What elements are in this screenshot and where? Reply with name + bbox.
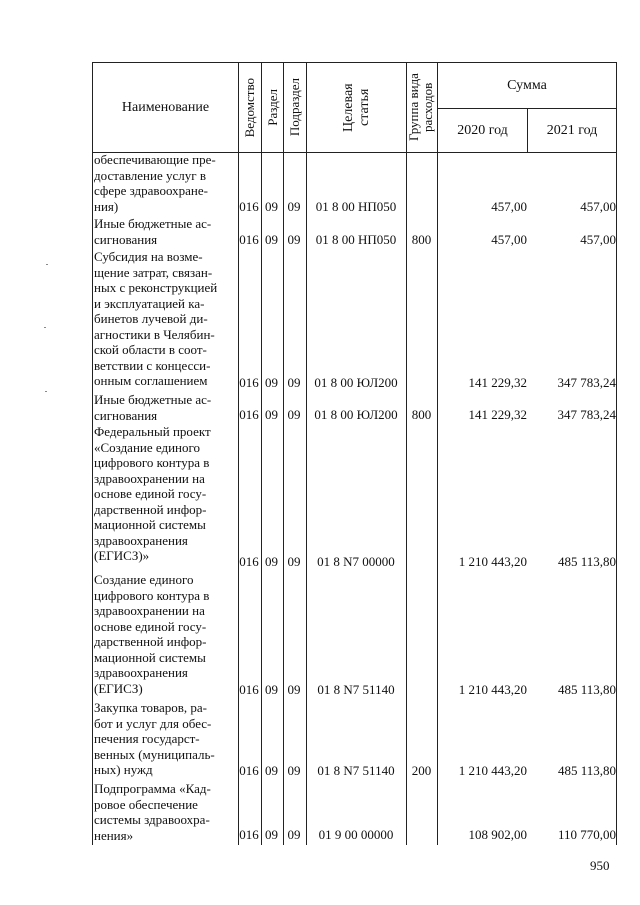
row-line: Закупка товаров, ра-: [94, 700, 207, 715]
grid-line: [306, 62, 307, 845]
row-line: Федеральный проект: [94, 424, 211, 439]
cell-target-article: 01 8 N7 00000: [317, 554, 395, 569]
cell-vedomstvo: 016: [239, 232, 259, 247]
row-line: Подпрограмма «Кад-: [94, 781, 211, 796]
cell-sum-2021: 485 113,80: [557, 682, 616, 697]
row-line: сфере здравоохране-: [94, 183, 208, 198]
cell-podrazdel: 09: [287, 763, 301, 778]
header-year-2021: [527, 108, 617, 152]
row-line: мационной системы: [94, 517, 206, 532]
header-vedomstvo-label: Ведомство: [242, 77, 257, 138]
row-description: [94, 572, 238, 696]
row-line: «Создание единого: [94, 439, 201, 455]
cell-podrazdel: 09: [287, 375, 301, 390]
row-line: онным соглашением: [94, 373, 208, 388]
header-name-label: Наименование: [121, 100, 210, 115]
page-number: 950: [590, 858, 610, 873]
cell-razdel: 09: [265, 554, 278, 569]
header-expense-group-label: Группа вида расходов: [406, 73, 435, 142]
cell-target-article: 01 9 00 00000: [318, 827, 394, 842]
row-description: [94, 392, 238, 423]
row-line: обеспечивающие пре-: [94, 152, 216, 167]
grid-line: [238, 62, 239, 845]
header-year-2021-label: 2021 год: [546, 123, 598, 138]
cell-sum-2021: 347 783,24: [557, 407, 616, 422]
cell-target-article: 01 8 00 НП050: [315, 232, 397, 247]
row-description: [94, 216, 238, 247]
cell-razdel: 09: [265, 375, 278, 390]
cell-target-article: 01 8 00 ЮЛ200: [314, 407, 398, 422]
header-sum-label: Сумма: [507, 78, 547, 93]
cell-podrazdel: 09: [287, 554, 301, 569]
header-podrazdel: [283, 62, 306, 152]
row-line: (ЕГИСЗ): [94, 680, 143, 696]
grid-line: [261, 62, 262, 845]
row-line: нения»: [94, 827, 134, 843]
row-line: печения государст-: [94, 731, 200, 746]
cell-vedomstvo: 016: [239, 763, 259, 778]
grid-line: [283, 62, 284, 845]
row-description: [94, 424, 238, 564]
row-line: ния): [94, 198, 119, 214]
cell-razdel: 09: [265, 407, 278, 422]
row-description: [94, 781, 238, 843]
row-line: бинетов лучевой ди-: [94, 311, 208, 326]
cell-sum-2020: 457,00: [491, 232, 527, 247]
cell-vedomstvo: 016: [239, 407, 259, 422]
cell-sum-2020: 1 210 443,20: [458, 763, 527, 778]
cell-expense-group: 200: [411, 763, 432, 778]
row-line: и эксплуатацией ка-: [94, 295, 205, 311]
header-expense-group: [406, 62, 437, 152]
row-line: Создание единого: [94, 572, 194, 587]
cell-podrazdel: 09: [287, 827, 301, 842]
cell-vedomstvo: 016: [239, 375, 259, 390]
grid-line: [437, 62, 438, 845]
row-line: ных с реконструкцией: [94, 280, 218, 295]
row-line: цифрового контура в: [94, 587, 210, 603]
cell-sum-2021: 457,00: [580, 199, 616, 214]
row-line: системы здравоохра-: [94, 812, 210, 827]
cell-podrazdel: 09: [287, 682, 301, 697]
cell-sum-2020: 141 229,32: [468, 407, 527, 422]
grid-line: [616, 62, 617, 845]
row-line: Иные бюджетные ас-: [94, 216, 212, 231]
row-line: дарственной инфор-: [94, 634, 207, 649]
row-line: ской области в соот-: [94, 342, 207, 357]
cell-razdel: 09: [265, 763, 278, 778]
row-line: ровое обеспечение: [94, 796, 198, 812]
cell-sum-2020: 457,00: [491, 199, 527, 214]
cell-sum-2021: 485 113,80: [557, 554, 616, 569]
scan-speck: [46, 264, 48, 265]
row-line: здравоохранении на: [94, 470, 205, 486]
row-description: [94, 249, 238, 389]
header-target-article: [306, 62, 406, 152]
cell-vedomstvo: 016: [239, 827, 259, 842]
cell-target-article: 01 8 00 НП050: [315, 199, 397, 214]
row-line: цифрового контура в: [94, 455, 210, 470]
cell-razdel: 09: [265, 682, 278, 697]
cell-target-article: 01 8 N7 51140: [317, 763, 395, 778]
cell-sum-2021: 347 783,24: [557, 375, 616, 390]
header-razdel: [261, 62, 283, 152]
row-line: Субсидия на возме-: [94, 249, 203, 264]
cell-vedomstvo: 016: [239, 682, 259, 697]
row-line: агностики в Челябин-: [94, 326, 215, 342]
row-line: здравоохранения: [94, 532, 188, 548]
row-line: здравоохранении на: [94, 603, 205, 618]
header-podrazdel-label: Подраздел: [287, 78, 302, 137]
cell-razdel: 09: [265, 827, 278, 842]
cell-target-article: 01 8 00 ЮЛ200: [314, 375, 398, 390]
cell-vedomstvo: 016: [239, 554, 259, 569]
header-razdel-label: Раздел: [264, 89, 280, 126]
row-line: бот и услуг для обес-: [94, 715, 212, 731]
cell-podrazdel: 09: [287, 232, 301, 247]
row-line: основе единой госу-: [94, 486, 207, 501]
cell-sum-2020: 108 902,00: [468, 827, 527, 842]
row-line: ных) нужд: [94, 762, 153, 777]
header-sum: [437, 62, 617, 108]
row-line: ветствии с концесси-: [94, 357, 211, 373]
cell-target-article: 01 8 N7 51140: [317, 682, 395, 697]
row-line: сигнования: [94, 407, 158, 423]
row-line: здравоохранения: [94, 665, 188, 680]
row-line: основе единой госу-: [94, 618, 207, 634]
row-line: щение затрат, связан-: [94, 264, 213, 280]
header-name: [92, 62, 238, 152]
cell-vedomstvo: 016: [239, 199, 259, 214]
cell-sum-2020: 141 229,32: [468, 375, 527, 390]
row-line: доставление услуг в: [94, 167, 206, 183]
header-target-article-label: Целевая статья: [340, 83, 372, 132]
cell-razdel: 09: [265, 232, 278, 247]
cell-sum-2021: 110 770,00: [557, 827, 616, 842]
cell-podrazdel: 09: [287, 199, 301, 214]
grid-line: [92, 62, 93, 845]
row-line: (ЕГИСЗ)»: [94, 548, 150, 563]
header-year-2020: [437, 108, 527, 152]
row-description: [94, 152, 238, 214]
cell-sum-2020: 1 210 443,20: [458, 554, 527, 569]
header-year-2020-label: 2020 год: [457, 123, 508, 138]
cell-razdel: 09: [265, 199, 278, 214]
scan-speck: [45, 391, 47, 392]
row-line: мационной системы: [94, 649, 206, 665]
row-line: сигнования: [94, 231, 158, 247]
scan-speck: [44, 327, 46, 328]
cell-sum-2021: 457,00: [580, 232, 616, 247]
row-line: венных (муниципаль-: [94, 746, 215, 762]
cell-expense-group: 800: [411, 407, 432, 422]
cell-sum-2021: 485 113,80: [557, 763, 616, 778]
grid-line: [406, 62, 407, 845]
cell-sum-2020: 1 210 443,20: [458, 682, 527, 697]
cell-expense-group: 800: [411, 232, 432, 247]
row-line: Иные бюджетные ас-: [94, 392, 212, 407]
row-description: [94, 700, 238, 778]
header-vedomstvo: [238, 62, 261, 152]
cell-podrazdel: 09: [287, 407, 301, 422]
row-line: дарственной инфор-: [94, 501, 207, 517]
